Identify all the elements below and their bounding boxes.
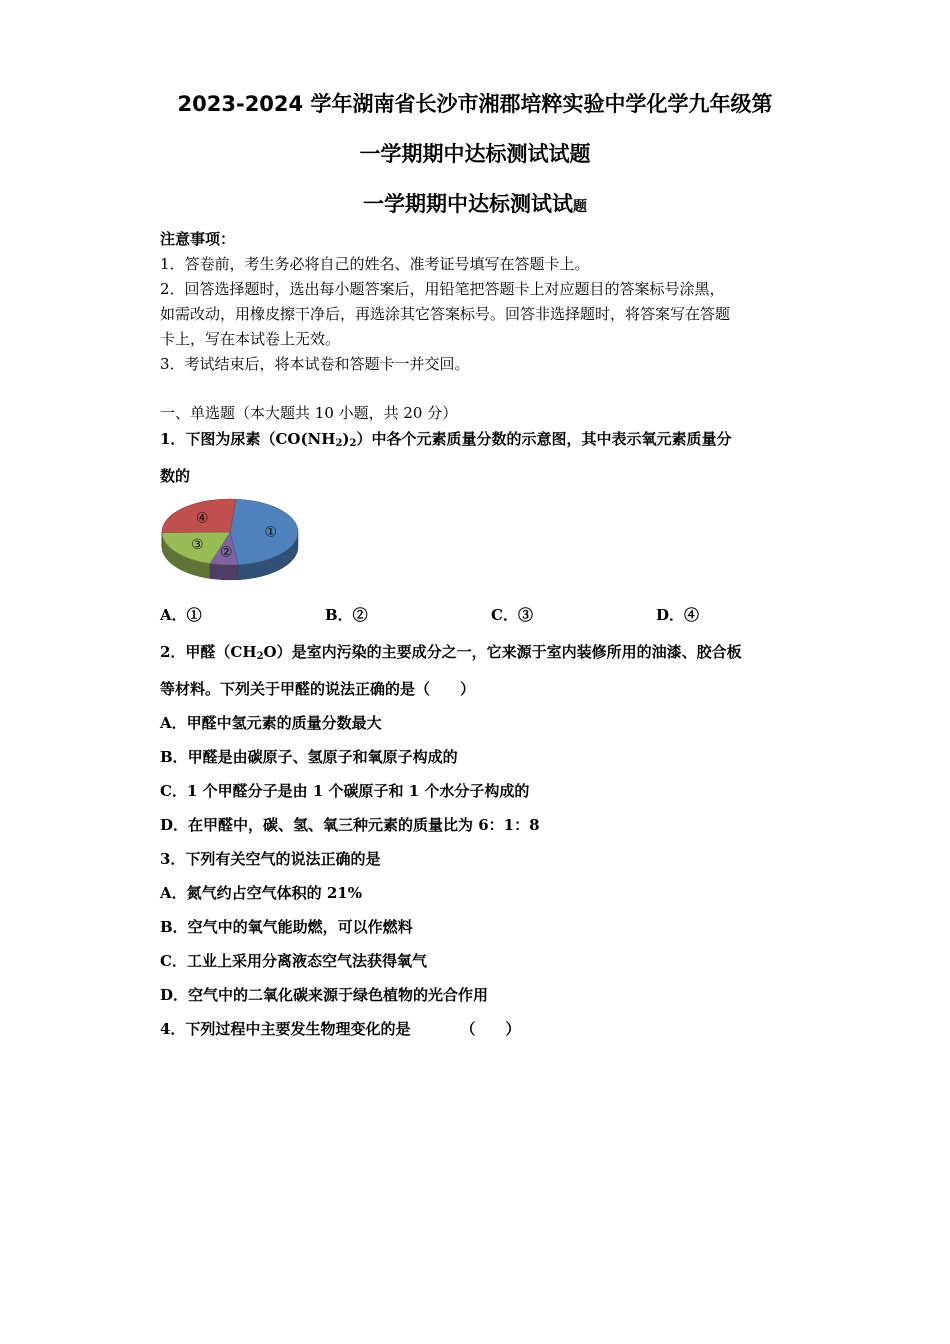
exam-title-line1: 2023-2024 学年湖南省长沙市湘郡培粹实验中学化学九年级第: [177, 92, 773, 116]
q4-stem-line: [160, 1018, 520, 1039]
q1-stem-sub2: 2: [349, 438, 357, 449]
q3-option-c[interactable]: C．工业上采用分离液态空气法获得氧气: [160, 952, 427, 970]
q4-answer-paren: （ ）: [460, 1020, 521, 1038]
notice-item-2c: 卡上，写在本试卷上无效。: [160, 330, 341, 348]
q2-option-c[interactable]: C．1 个甲醛分子是由 1 个碳原子和 1 个水分子构成的: [160, 782, 530, 800]
notice-heading: 注意事项：: [160, 230, 236, 248]
notice-item-2b: 如需改动，用橡皮擦干净后，再选涂其它答案标号。回答非选择题时，将答案写在答题: [160, 305, 731, 323]
exam-title-line3-main: 一学期期中达标测试试: [363, 192, 573, 216]
q1-option-c[interactable]: C．③: [491, 606, 533, 624]
q2-option-d[interactable]: D．在甲醛中，碳、氢、氧三种元素的质量比为 6：1：8: [160, 816, 540, 834]
urea-pie-chart: [158, 494, 302, 584]
q4-stem: 4．下列过程中主要发生物理变化的是: [160, 1020, 411, 1038]
q1-stem-line1: [160, 428, 732, 449]
section-heading: 一、单选题（本大题共 10 小题，共 20 分）: [160, 404, 458, 422]
notice-item-3: 3．考试结束后，将本试卷和答题卡一并交回。: [160, 355, 470, 373]
exam-title-line3: [0, 188, 950, 218]
q3-stem: 3．下列有关空气的说法正确的是: [160, 850, 381, 868]
notice-item-1: 1．答卷前，考生务必将自己的姓名、准考证号填写在答题卡上。: [160, 255, 590, 273]
q1-stem-c: ）中各个元素质量分数的示意图，其中表示氧元素质量分: [356, 430, 732, 448]
q3-option-b[interactable]: B．空气中的氧气能助燃，可以作燃料: [160, 918, 413, 936]
q2-option-a[interactable]: A．甲醛中氢元素的质量分数最大: [160, 714, 382, 732]
exam-title-line2: 一学期期中达标测试试题: [359, 142, 591, 166]
pie-label-3: ③: [191, 536, 204, 553]
q1-stem-a: 1．下图为尿素（CO(NH: [160, 430, 336, 448]
q1-stem-line2: 数的: [160, 467, 191, 485]
q2-stem-sub: 2: [256, 651, 264, 662]
q2-stem-a: 2．甲醛（CH: [160, 643, 257, 661]
q2-stem-b: O）是室内污染的主要成分之一，它来源于室内装修所用的油漆、胶合板: [263, 643, 742, 661]
pie-side-2: [210, 564, 238, 580]
exam-title-line3-small: 题: [573, 199, 587, 215]
notice-item-2a: 2．回答选择题时，选出每小题答案后，用铅笔把答题卡上对应题目的答案标号涂黑，: [160, 280, 725, 298]
pie-label-2: ②: [220, 544, 233, 561]
q3-option-a[interactable]: A．氮气约占空气体积的 21%: [160, 884, 362, 902]
q2-stem-line1: [160, 641, 742, 662]
q2-stem-line2: 等材料。下列关于甲醛的说法正确的是（ ）: [160, 680, 476, 698]
pie-label-4: ④: [195, 510, 209, 527]
q1-option-a[interactable]: A．①: [160, 606, 202, 624]
q3-option-d[interactable]: D．空气中的二氧化碳来源于绿色植物的光合作用: [160, 986, 489, 1004]
q1-stem-sub1: 2: [335, 438, 343, 449]
pie-label-1: ①: [264, 524, 278, 541]
q1-stem-b: ): [342, 430, 350, 448]
q1-option-b[interactable]: B．②: [325, 606, 368, 624]
q1-option-d[interactable]: D．④: [656, 606, 700, 624]
q2-option-b[interactable]: B．甲醛是由碳原子、氢原子和氧原子构成的: [160, 748, 458, 766]
